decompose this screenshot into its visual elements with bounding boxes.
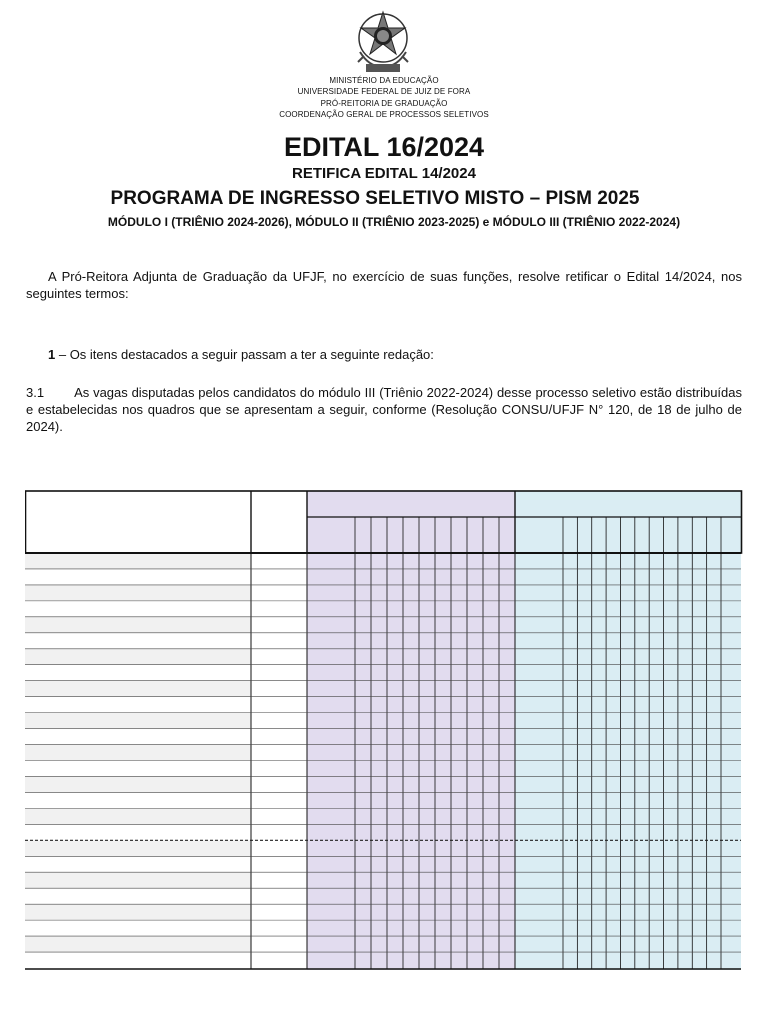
row-shade [25,936,251,952]
row-shade [25,745,251,761]
vacancy-table [25,490,743,970]
item-3-1-paragraph [26,384,742,435]
row-shade [25,585,251,601]
row-shade [25,904,251,920]
intro-paragraph: A Pró-Reitora Adjunta de Graduação da UFJF, no exercício de suas funções, resolve retificar o Edital 14/2024, nos seguintes termos: [26,269,742,301]
purple-group-fill [307,491,515,970]
modulos-subtitle: MÓDULO I (TRIÊNIO 2024-2026), MÓDULO II (TRIÊNIO 2023-2025) e MÓDULO III (TRIÊNIO 2022-2024) [107,215,681,229]
item-1-number: 1 [48,347,56,362]
institution-line-4: COORDENAÇÃO GERAL DE PROCESSOS SELETIVOS [279,110,489,119]
blue-group-fill [515,491,741,970]
item-3-1-text: As vagas disputadas pelos candidatos do módulo III (Triênio 2022-2024) desse processo seletivo estão distribuídas e estabelecidas nos quadros que se apresentam a seguir, conforme (Resolução CONSU/UFJF N° 120, de 18 de julho de 2024). [26,385,742,434]
item-3-1-number: 3.1 [26,385,45,400]
retifica-subtitle: RETIFICA EDITAL 14/2024 [292,165,476,182]
row-shade [25,872,251,888]
row-shade [25,840,251,856]
institution-line-2: UNIVERSIDADE FEDERAL DE JUIZ DE FORA [297,87,471,96]
coat-of-arms-icon [350,6,416,76]
row-shade [25,617,251,633]
item-1-text: – Os itens destacados a seguir passam a ter a seguinte redação: [55,347,434,362]
row-shade [25,553,251,569]
row-shade [25,808,251,824]
institution-line-1: MINISTÉRIO DA EDUCAÇÃO [329,76,439,85]
row-shade [25,681,251,697]
edital-title: EDITAL 16/2024 [283,132,485,162]
row-shade [25,776,251,792]
programa-title: PROGRAMA DE INGRESSO SELETIVO MISTO – PISM 2025 [110,188,640,209]
item-1-paragraph [26,346,742,363]
row-shade [25,649,251,665]
row-shade [25,713,251,729]
institution-line-3: PRÓ-REITORIA DE GRADUAÇÃO [320,99,448,108]
